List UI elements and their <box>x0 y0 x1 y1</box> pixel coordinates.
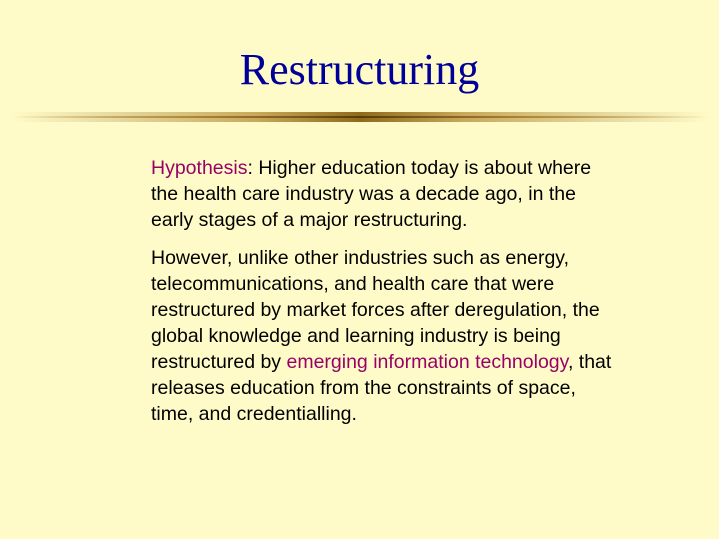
title-divider <box>10 112 710 122</box>
explanation-highlight: emerging information technology <box>286 351 568 373</box>
explanation-paragraph <box>151 245 621 427</box>
hypothesis-label: Hypothesis <box>151 157 248 179</box>
hypothesis-separator: : <box>247 157 259 179</box>
slide-body <box>151 155 621 439</box>
hypothesis-text: Higher education today is about where the health care industry was a decade ago, in the early stages of a major restructuring. <box>151 157 592 231</box>
title-divider-line <box>10 116 710 118</box>
hypothesis-paragraph <box>151 155 621 233</box>
explanation-text-before: However, unlike other industries such as energy, telecommunications, and health care that were restructured by market forces after deregulation, the global knowledge and learning industry is being restructured by <box>151 247 600 373</box>
explanation-text-after: , that releases education from the constraints of space, time, and credentialling. <box>151 351 612 425</box>
slide-title: Restructuring <box>239 45 480 94</box>
